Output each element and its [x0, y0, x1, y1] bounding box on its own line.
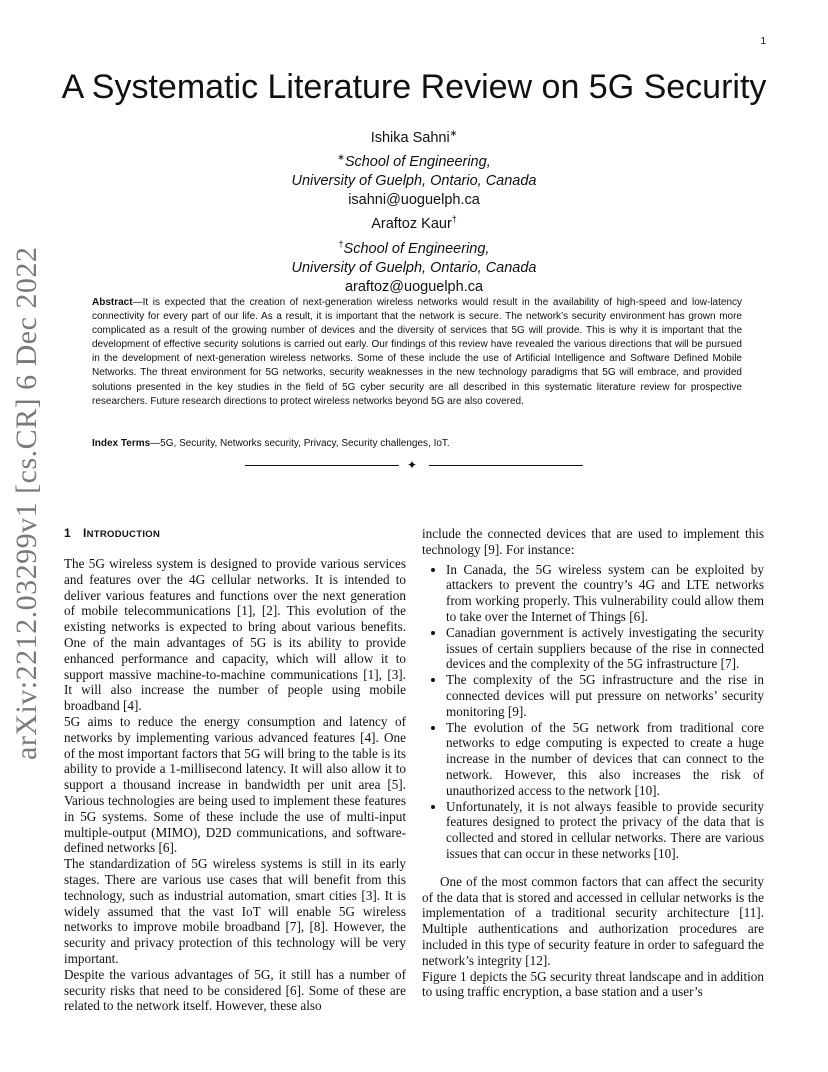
author-email: isahni@uoguelph.ca — [348, 192, 480, 209]
list-item: • The complexity of the 5G infrastructure and the rise in connected devices will put pressure on networks’ security monitoring [9]. — [446, 672, 764, 719]
abstract — [92, 296, 742, 409]
affiliation-mark: † — [338, 238, 344, 249]
author-mark: ∗ — [449, 128, 458, 138]
body-paragraph: Figure 1 depicts the 5G security threat landscape and in addition to using traffic encryption, a base station and a user’s — [422, 968, 764, 1000]
abstract-label: Abstract — [92, 297, 133, 308]
author-mark: † — [451, 214, 457, 225]
author-name-text: Ishika Sahni — [370, 129, 450, 146]
index-terms — [92, 438, 742, 449]
arxiv-watermark: arXiv:2212.03299v1 [cs.CR] 6 Dec 2022 — [10, 246, 43, 760]
section-initial: I — [82, 526, 87, 540]
left-column — [64, 526, 406, 1014]
section-number: 1 — [64, 526, 71, 540]
body-paragraph: The 5G wireless system is designed to provide various services and features over the 4G cellular networks. It is intended to deliver various features and functions over the next generation of mobile telecommunications [1], [2]. This evolution of the existing networks is expected to bring about various benefits. One of the main advantages of 5G is its ability to provide enhanced performance and capacity, which will allow it to support massive machine-to-machine communications [1], [3]. It will also increase the number of people using mobile broadband [4]. — [64, 556, 406, 714]
author-name-text: Araftoz Kaur — [371, 216, 452, 233]
affiliation-school: School of Engineering, — [343, 240, 490, 257]
body-paragraph: 5G aims to reduce the energy consumption and latency of networks by implementing various advanced features [4]. One of the most important factors that 5G will bring to the table is its ability to provide a 1-millisecond latency. It will also allow it to support a thousand increase in bandwidth per unit area [5]. Various technologies are being used to implement these features in 5G systems. Some of these include the use of multi-input multiple-output (MIMO), D2D communications, and software-defined networks [6]. — [64, 713, 406, 856]
divider-diamond-icon: ✦ — [407, 458, 418, 472]
body-paragraph: include the connected devices that are used to implement this technology [9]. For instance: — [422, 526, 764, 557]
affiliation-university: University of Guelph, Ontario, Canada — [291, 173, 537, 190]
affiliation-school: School of Engineering, — [344, 153, 491, 170]
section-divider — [245, 459, 583, 471]
affiliation-mark: ∗ — [337, 152, 345, 163]
index-terms-label: Index Terms — [92, 438, 151, 449]
abstract-text: —It is expected that the creation of next-generation wireless networks would result in the availability of high-speed and low-latency connectivity for every part of our life. As a result, it is important that the network is secure. The network’s security environment has grown more complicated as a result of the growing number of devices and the diversity of services that 5G will provide. This is why it is important that the development of effective security solutions is carried out early. Our findings of this review have revealed the various directions that will be pursued in the development of next-generation wireless networks. Some of these include the use of Artificial Intelligence and Software Defined Mobile Networks. The threat environment for 5G networks, security weaknesses in the new technology paradigms that 5G will embrace, and provided solutions presented in the key studies in the field of 5G cyber security are all described in this systematic literature review for prospective researchers. Future research directions to protect wireless networks beyond 5G are also covered. — [92, 297, 742, 407]
right-column — [422, 526, 764, 1000]
list-item: • The evolution of the 5G network from traditional core networks to edge computing is expected to create a huge increase in the number of devices that can connect to the network. However, this also increases the risk of unauthorized access to the network [10]. — [446, 720, 764, 799]
author-email: araftoz@uoguelph.ca — [344, 278, 484, 295]
author-name — [0, 210, 828, 234]
list-item: • Canadian government is actively investigating the security issues of certain suppliers because of the rise in connected devices and the complexity of the 5G infrastructure [7]. — [446, 625, 764, 672]
divider-rule-right — [429, 465, 583, 466]
paper-title: A Systematic Literature Review on 5G Security — [61, 68, 767, 106]
body-paragraph: The standardization of 5G wireless systems is still in its early stages. There are various use cases that will benefit from this technology, such as industrial automation, smart cities [3]. It is widely assumed that the vast IoT will enable 5G wireless networks to improve mobile broadband [7], [8]. However, the security and privacy protection of this technology will be very important. — [64, 856, 406, 966]
divider-rule-left — [245, 465, 399, 466]
author-affiliation — [0, 235, 828, 259]
section-heading — [64, 526, 406, 540]
list-item: • In Canada, the 5G wireless system can be exploited by attackers to prevent the country’s 4G and LTE networks from working properly. This vulnerability could allow them to take over the Internet of Things [6]. — [446, 562, 764, 625]
author-affiliation — [0, 148, 828, 172]
page-number: 1 — [760, 36, 766, 47]
affiliation-university: University of Guelph, Ontario, Canada — [291, 259, 537, 276]
bullet-list — [422, 562, 764, 862]
author-name — [0, 124, 828, 148]
index-terms-text: —5G, Security, Networks security, Privacy, Security challenges, IoT. — [150, 438, 450, 449]
list-item: • Unfortunately, it is not always feasible to provide security features designed to protect the privacy of the data that is collected and stored in cellular networks. There are various issues that can occur in these networks [10]. — [446, 799, 764, 862]
body-paragraph: Despite the various advantages of 5G, it still has a number of security risks that need to be considered [6]. Some of these are related to the network itself. However, these also — [64, 966, 406, 1014]
section-title-rest: NTRODUCTION — [86, 529, 161, 540]
author-block — [0, 124, 828, 297]
body-paragraph: One of the most common factors that can affect the security of the data that is stored and accessed in cellular networks is the implementation of a traditional security architecture [11]. Multiple authentications and authorization procedures are included in this type of security feature in order to safeguard the network’s integrity [12]. — [422, 873, 764, 968]
